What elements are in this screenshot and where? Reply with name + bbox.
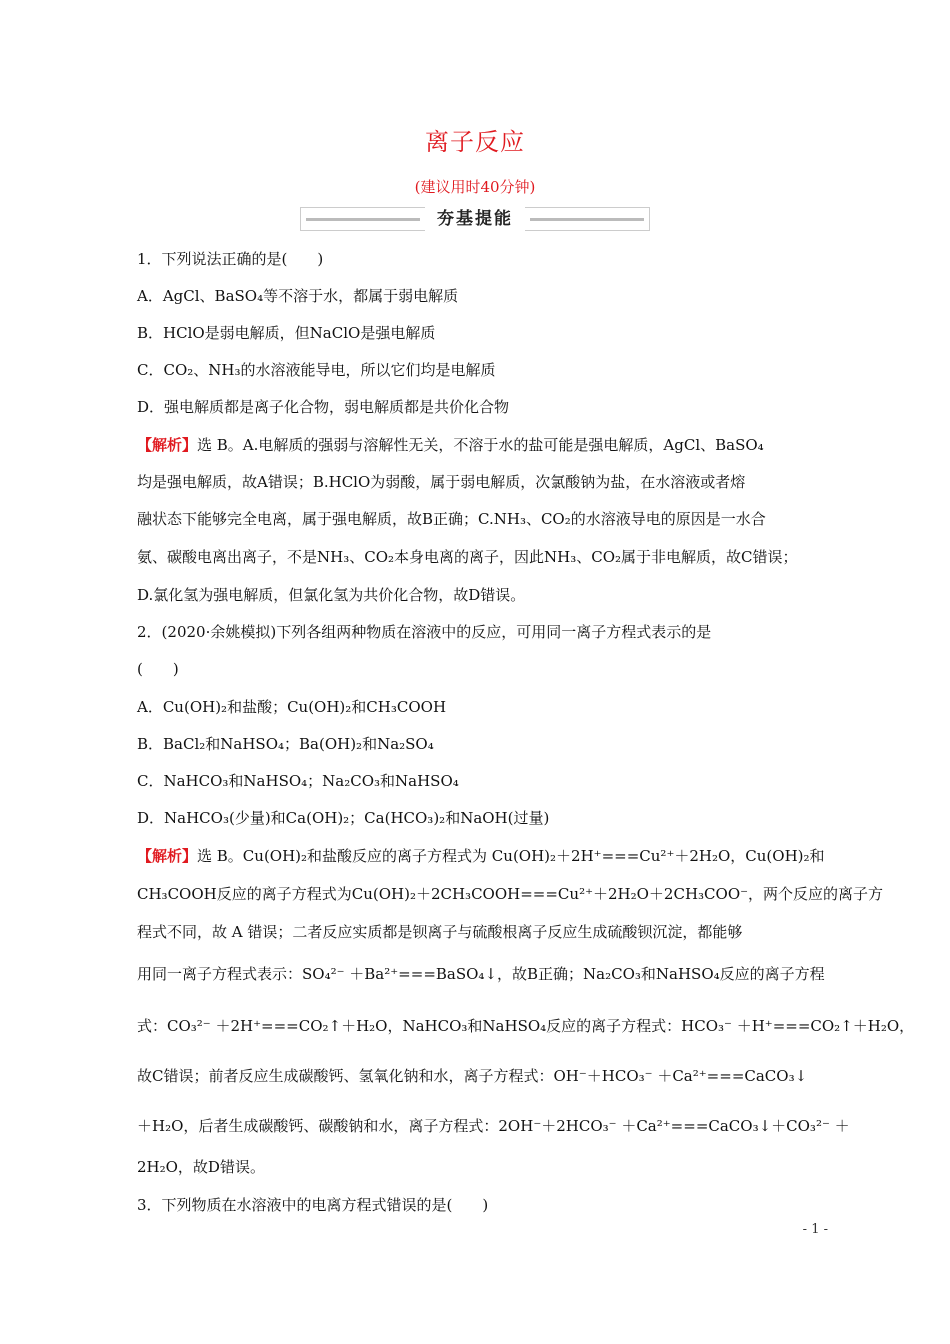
q2-analysis-line-6: 故C错误；前者反应生成碳酸钙、氢氧化钠和水，离子方程式：OH⁻＋HCO₃⁻ ＋Ca²⁺===CaCO₃↓ — [137, 1067, 808, 1085]
q3-stem: 3．下列物质在水溶液中的电离方程式错误的是( ) — [137, 1196, 489, 1214]
q1-analysis-line-4: 氨、碳酸电离出离子，不是NH₃、CO₂本身电离的离子，因此NH₃、CO₂属于非电解质，故C错误； — [137, 548, 798, 566]
q1-option-c: C．CO₂、NH₃的水溶液能导电，所以它们均是电解质 — [137, 361, 496, 379]
q1-analysis-line-2: 均是强电解质，故A错误；B.HClO为弱酸，属于弱电解质，次氯酸钠为盐，在水溶液或者熔 — [137, 473, 746, 491]
q2-analysis-line-7: ＋H₂O，后者生成碳酸钙、碳酸钠和水，离子方程式：2OH⁻＋2HCO₃⁻ ＋Ca²⁺===CaCO₃↓＋CO₃²⁻ ＋ — [137, 1117, 850, 1135]
q2-stem-line-2: ( ) — [137, 660, 179, 678]
q1-option-b: B．HClO是弱电解质，但NaClO是强电解质 — [137, 324, 436, 342]
q2-option-b: B．BaCl₂和NaHSO₄；Ba(OH)₂和Na₂SO₄ — [137, 735, 434, 753]
page-number: - 1 - — [802, 1222, 828, 1237]
q2-analysis-line-3: 程式不同，故 A 错误；二者反应实质都是钡离子与硫酸根离子反应生成硫酸钡沉淀，都能够 — [137, 923, 743, 941]
banner-line-right — [530, 218, 644, 221]
banner-line-left — [306, 218, 420, 221]
q2-option-a: A．Cu(OH)₂和盐酸；Cu(OH)₂和CH₃COOH — [137, 698, 447, 716]
q1-analysis-line-5: D.氯化氢为强电解质，但氯化氢为共价化合物，故D错误。 — [137, 586, 526, 604]
page-subtitle: (建议用时40分钟) — [414, 178, 536, 196]
q2-analysis-line-1 — [137, 846, 825, 866]
q2-stem-line-1: 2．(2020·余姚模拟)下列各组两种物质在溶液中的反应，可用同一离子方程式表示的是 — [137, 623, 712, 641]
q2-analysis-line-4: 用同一离子方程式表示：SO₄²⁻ ＋Ba²⁺===BaSO₄↓，故B正确；Na₂CO₃和NaHSO₄反应的离子方程 — [137, 965, 825, 983]
section-banner — [300, 207, 650, 231]
q1-option-a: A．AgCl、BaSO₄等不溶于水，都属于弱电解质 — [137, 287, 459, 305]
q1-stem: 1．下列说法正确的是( ) — [137, 250, 324, 268]
q2-analysis-line-2: CH₃COOH反应的离子方程式为Cu(OH)₂＋2CH₃COOH===Cu²⁺＋2H₂O＋2CH₃COO⁻，两个反应的离子方 — [137, 885, 884, 903]
q2-analysis-line-5: 式：CO₃²⁻ ＋2H⁺===CO₂↑＋H₂O，NaHCO₃和NaHSO₄反应的离子方程式：HCO₃⁻ ＋H⁺===CO₂↑＋H₂O， — [137, 1017, 915, 1035]
q1-analysis-line-1 — [137, 435, 764, 455]
q2-analysis-line-8: 2H₂O，故D错误。 — [137, 1158, 265, 1176]
analysis-tag: 【解析】 — [137, 436, 198, 454]
q2-option-d: D．NaHCO₃(少量)和Ca(OH)₂；Ca(HCO₃)₂和NaOH(过量) — [137, 809, 550, 827]
q2-option-c: C．NaHCO₃和NaHSO₄；Na₂CO₃和NaHSO₄ — [137, 772, 459, 790]
q1-option-d: D．强电解质都是离子化合物，弱电解质都是共价化合物 — [137, 398, 510, 416]
analysis-tag: 【解析】 — [137, 847, 198, 865]
banner-label: 夯基提能 — [425, 207, 525, 231]
q1-analysis-line-3: 融状态下能够完全电离，属于强电解质，故B正确；C.NH₃、CO₂的水溶液导电的原因是一水合 — [137, 510, 766, 528]
q1-analysis-text-1: 选 B。A.电解质的强弱与溶解性无关，不溶于水的盐可能是强电解质，AgCl、BaSO₄ — [197, 436, 764, 454]
q2-analysis-text-1: 选 B。Cu(OH)₂和盐酸反应的离子方程式为 Cu(OH)₂＋2H⁺===Cu²⁺＋2H₂O，Cu(OH)₂和 — [197, 847, 825, 865]
page-title: 离子反应 — [425, 128, 525, 156]
